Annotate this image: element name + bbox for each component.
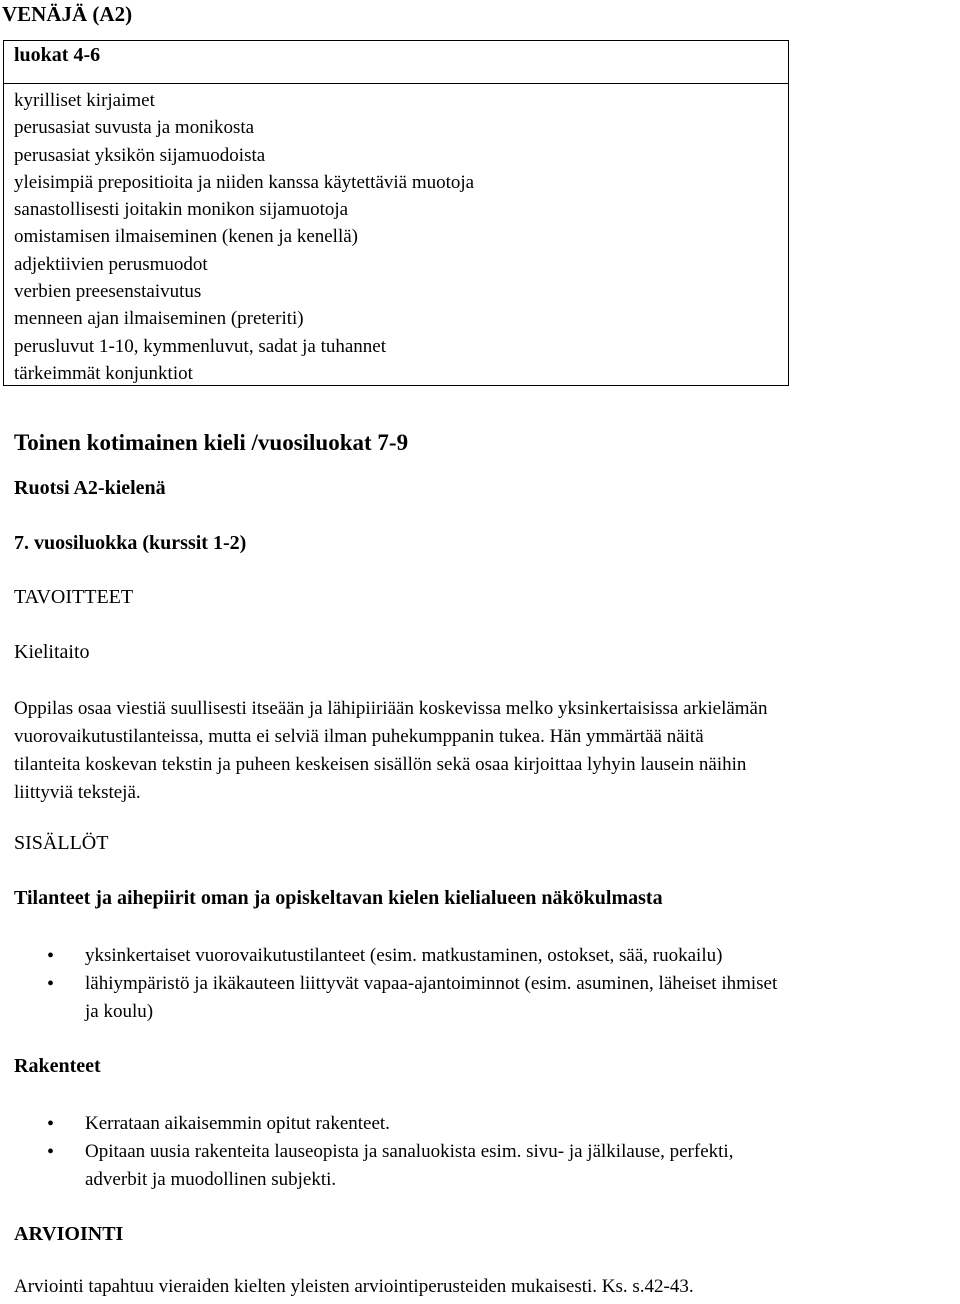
list-item: perusasiat suvusta ja monikosta	[14, 117, 255, 139]
grade-heading: 7. vuosiluokka (kurssit 1-2)	[14, 532, 247, 554]
structures-list	[0, 1110, 733, 1194]
goals-heading: TAVOITTEET	[14, 586, 134, 608]
list-item: adjektiivien perusmuodot	[14, 253, 208, 275]
assessment-text: Arviointi tapahtuu vieraiden kielten yleisten arviointiperusteiden mukaisesti. Ks. s.42-43.	[14, 1276, 694, 1297]
list-item-text: • lähiympäristö ja ikäkauteen liittyvät vapaa-ajantoiminnot (esim. asuminen, läheiset ihmiset	[85, 973, 778, 994]
list-item: kyrilliset kirjaimet	[14, 90, 155, 111]
list-item: tärkeimmät konjunktiot	[14, 362, 193, 384]
goals-paragraph	[14, 695, 960, 807]
list-item-text: • yksinkertaiset vuorovaikutustilanteet (esim. matkustaminen, ostokset, sää, ruokailu)	[85, 945, 723, 966]
skill-heading: Kielitaito	[14, 641, 90, 663]
list-item	[0, 970, 777, 1026]
paragraph-line: Oppilas osaa viestiä suullisesti itseään ja lähipiiriään koskevissa melko yksinkertaisissa arkielämän	[14, 698, 768, 719]
subsection-title: Ruotsi A2-kielenä	[14, 477, 166, 499]
topics-heading: Tilanteet ja aihepiirit oman ja opiskeltavan kielen kielialueen näkökulmasta	[14, 887, 663, 909]
paragraph-line: tilanteita koskevan tekstin ja puheen keskeisen sisällön sekä osaa kirjoittaa lyhyin lausein näihin	[14, 754, 747, 775]
list-item-text: adverbit ja muodollinen subjekti.	[85, 1169, 337, 1190]
box-content-list	[14, 87, 474, 387]
list-item	[0, 1138, 733, 1194]
list-item-text: • Opitaan uusia rakenteita lauseopista ja sanaluokista esim. sivu- ja jälkilause, perfekti,	[85, 1141, 734, 1162]
list-item: sanastollisesti joitakin monikon sijamuotoja	[14, 199, 349, 221]
box-header-label: luokat 4-6	[14, 44, 101, 66]
list-item-text: ja koulu)	[85, 1001, 154, 1022]
list-item: verbien preesenstaivutus	[14, 281, 202, 303]
grade-4-6-box	[3, 40, 789, 386]
paragraph-line: liittyviä tekstejä.	[14, 782, 141, 803]
topics-list	[0, 942, 777, 1026]
box-header	[4, 41, 788, 84]
structures-heading: Rakenteet	[14, 1055, 101, 1077]
list-item: perusluvut 1-10, kymmenluvut, sadat ja tuhannet	[14, 335, 387, 357]
list-item	[0, 942, 777, 970]
contents-heading: SISÄLLÖT	[14, 832, 109, 854]
paragraph-line: vuorovaikutustilanteissa, mutta ei selviä ilman puhekumppanin tukea. Hän ymmärtää näitä	[14, 726, 704, 747]
list-item: yleisimpiä prepositioita ja niiden kanssa käytettäviä muotoja	[14, 171, 475, 193]
list-item: menneen ajan ilmaiseminen (preteriti)	[14, 308, 304, 330]
list-item-text: • Kerrataan aikaisemmin opitut rakenteet.	[85, 1113, 390, 1134]
list-item: omistamisen ilmaiseminen (kenen ja kenellä)	[14, 226, 359, 248]
page-title: VENÄJÄ (A2)	[2, 2, 133, 26]
section-title: Toinen kotimainen kieli /vuosiluokat 7-9	[14, 430, 409, 455]
assessment-heading: ARVIOINTI	[14, 1223, 124, 1245]
list-item: perusasiat yksikön sijamuodoista	[14, 144, 266, 166]
list-item	[0, 1110, 733, 1138]
